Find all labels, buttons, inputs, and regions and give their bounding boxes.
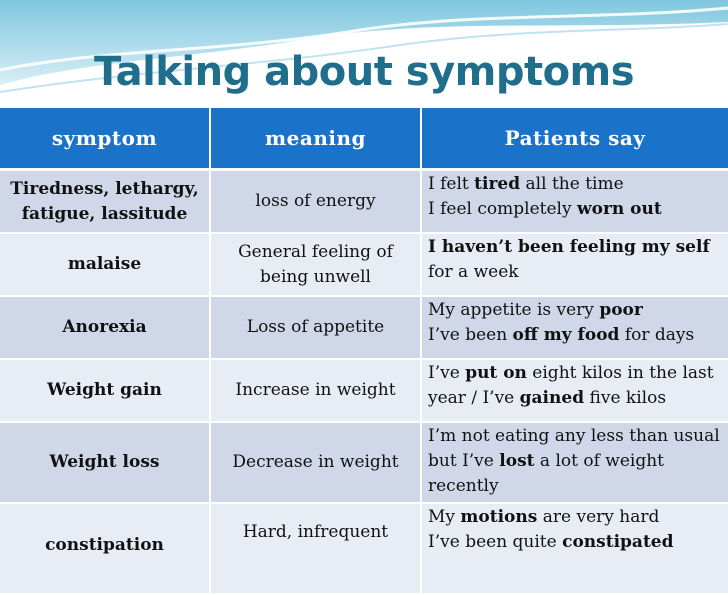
header-patients-say: Patients say <box>421 108 728 170</box>
symptom-cell <box>0 422 210 503</box>
patient-quote-line <box>428 424 722 449</box>
patient-quote-line <box>428 197 722 222</box>
quote-keyword: constipated <box>562 532 674 552</box>
symptom-cell <box>0 170 210 234</box>
meaning-cell <box>210 422 421 503</box>
meaning-cell <box>210 359 421 422</box>
patient-quote-cell <box>421 422 728 503</box>
quote-keyword: motions <box>460 507 538 527</box>
symptom-text: fatigue, lassitude <box>21 203 188 224</box>
quote-keyword: worn out <box>576 199 662 219</box>
quote-text: but I’ve <box>428 451 500 471</box>
patient-quote-line <box>428 361 722 386</box>
symptom-text: Weight loss <box>49 452 160 472</box>
meaning-text: General feeling of <box>238 241 393 262</box>
symptom-text: Weight gain <box>47 380 162 400</box>
patient-quote-cell <box>421 503 728 594</box>
meaning-text: Increase in weight <box>235 380 396 400</box>
quote-text: all the time <box>520 174 624 194</box>
quote-keyword: gained <box>519 388 585 408</box>
table-row <box>0 296 728 359</box>
table-row <box>0 233 728 296</box>
symptom-cell <box>0 296 210 359</box>
quote-text: a lot of weight <box>534 451 664 471</box>
quote-text: for days <box>619 325 695 345</box>
header-symptom: symptom <box>0 108 210 170</box>
symptom-text: malaise <box>67 254 142 274</box>
symptoms-table <box>0 108 728 595</box>
patient-quote-line <box>428 323 722 348</box>
patient-quote-line <box>428 474 722 499</box>
symptom-text: Anorexia <box>62 317 147 337</box>
patient-quote-cell <box>421 233 728 296</box>
symptom-cell <box>0 503 210 594</box>
quote-text: I felt <box>428 174 475 194</box>
quote-keyword: put on <box>465 363 527 383</box>
patient-quote-line <box>428 386 722 411</box>
meaning-text: being unwell <box>260 266 371 287</box>
header-meaning: meaning <box>210 108 421 170</box>
quote-text: recently <box>428 476 499 496</box>
meaning-text: loss of energy <box>255 191 376 211</box>
patient-quote-cell <box>421 170 728 234</box>
page-title: Talking about symptoms <box>93 49 635 95</box>
quote-text: I feel completely <box>428 199 577 219</box>
quote-text: year / I’ve <box>428 388 520 408</box>
table-row <box>0 170 728 234</box>
patient-quote-cell <box>421 359 728 422</box>
quote-text: are very hard <box>537 507 660 527</box>
meaning-text: Decrease in weight <box>232 452 399 472</box>
quote-text: I’m not eating any less than usual <box>428 426 720 446</box>
symptom-text: constipation <box>45 535 164 555</box>
quote-keyword: lost <box>499 451 535 471</box>
quote-text: I’ve been quite <box>428 532 563 552</box>
patient-quote-cell <box>421 296 728 359</box>
meaning-cell <box>210 170 421 234</box>
quote-keyword: tired <box>474 174 521 194</box>
symptom-cell <box>0 359 210 422</box>
symptom-text: Tiredness, lethargy, <box>10 178 199 199</box>
quote-keyword: off my food <box>512 325 620 345</box>
patient-quote-line <box>428 172 722 197</box>
quote-text: I’ve <box>428 363 466 383</box>
quote-text: five kilos <box>584 388 667 408</box>
quote-keyword: poor <box>599 300 643 320</box>
patient-quote-line <box>428 260 722 285</box>
symptom-cell <box>0 233 210 296</box>
quote-keyword: I haven’t been feeling my self <box>428 237 710 257</box>
patient-quote-line <box>428 298 722 323</box>
meaning-cell <box>210 233 421 296</box>
table-row <box>0 422 728 503</box>
meaning-cell <box>210 296 421 359</box>
table-row <box>0 503 728 594</box>
meaning-text: Loss of appetite <box>246 317 385 337</box>
patient-quote-line <box>428 530 722 555</box>
table-row <box>0 359 728 422</box>
quote-text: eight kilos in the last <box>526 363 714 383</box>
quote-text: I’ve been <box>428 325 513 345</box>
patient-quote-line <box>428 235 722 260</box>
quote-text: My <box>428 507 461 527</box>
quote-text: My appetite is very <box>428 300 600 320</box>
patient-quote-line <box>428 505 722 530</box>
meaning-cell <box>210 503 421 594</box>
patient-quote-line <box>428 449 722 474</box>
quote-text: for a week <box>428 262 519 282</box>
meaning-text: Hard, infrequent <box>242 522 389 542</box>
table-header-row <box>0 108 728 170</box>
